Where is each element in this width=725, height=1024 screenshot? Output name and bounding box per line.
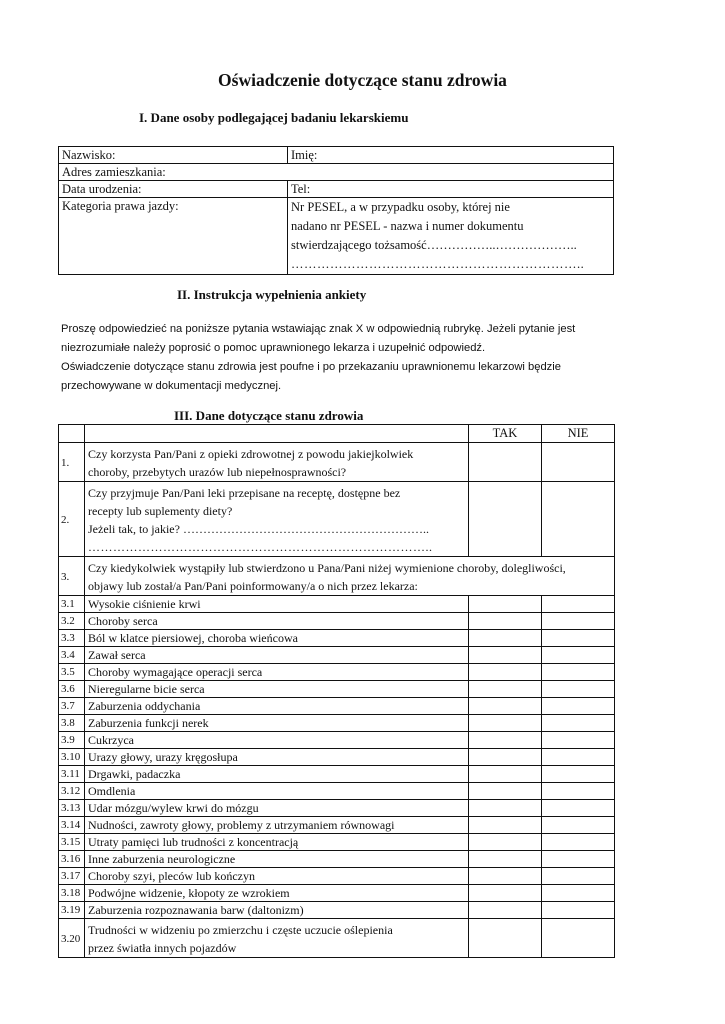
item-label (85, 919, 469, 958)
col-tak-header: TAK (469, 425, 542, 443)
nie-checkbox[interactable] (542, 482, 615, 557)
item-label: Choroby szyi, pleców lub kończyn (85, 868, 469, 885)
question-line: Czy korzysta Pan/Pani z opieki zdrowotnej z powodu jakiejkolwiek (88, 447, 414, 461)
nie-checkbox[interactable] (542, 630, 615, 647)
tak-checkbox[interactable] (469, 698, 542, 715)
tak-checkbox[interactable] (469, 749, 542, 766)
nie-checkbox[interactable] (542, 749, 615, 766)
item-label: Inne zaburzenia neurologiczne (85, 851, 469, 868)
header-question (85, 425, 469, 443)
question-line: Jeżeli tak, to jakie? …………………………………………………….. (88, 522, 429, 536)
tak-checkbox[interactable] (469, 630, 542, 647)
question-text (85, 557, 615, 596)
instructions (61, 320, 621, 396)
item-number: 3.14 (59, 817, 85, 834)
item-number: 3.6 (59, 681, 85, 698)
address-field[interactable]: Adres zamieszkania: (59, 164, 614, 181)
header-blank (59, 425, 85, 443)
birth-date-field[interactable]: Data urodzenia: (59, 181, 288, 198)
nie-checkbox[interactable] (542, 443, 615, 482)
item-label: Wysokie ciśnienie krwi (85, 596, 469, 613)
question-line: objawy lub został/a Pan/Pani poinformowany/a o nich przez lekarza: (88, 579, 418, 593)
item-number: 3.19 (59, 902, 85, 919)
question-line: choroby, przebytych urazów lub niepełnosprawności? (88, 465, 347, 479)
item-number: 3.11 (59, 766, 85, 783)
surname-field[interactable]: Nazwisko: (59, 147, 288, 164)
personal-data-table (58, 146, 614, 275)
section3-heading: III. Dane dotyczące stanu zdrowia (174, 408, 364, 423)
item-label: Zaburzenia rozpoznawania barw (daltonizm) (85, 902, 469, 919)
nie-checkbox[interactable] (542, 834, 615, 851)
nie-checkbox[interactable] (542, 732, 615, 749)
question-line: ……………………………………………………………………….. (88, 540, 433, 554)
nie-checkbox[interactable] (542, 681, 615, 698)
nie-checkbox[interactable] (542, 851, 615, 868)
item-number: 3.13 (59, 800, 85, 817)
tak-checkbox[interactable] (469, 885, 542, 902)
item-label: Utraty pamięci lub trudności z koncentracją (85, 834, 469, 851)
item-label: Zaburzenia funkcji nerek (85, 715, 469, 732)
health-questions-table (58, 424, 615, 958)
item-label: Cukrzyca (85, 732, 469, 749)
item-number: 3.2 (59, 613, 85, 630)
item-number: 3.16 (59, 851, 85, 868)
item-number: 3.12 (59, 783, 85, 800)
nie-checkbox[interactable] (542, 664, 615, 681)
item-label: Nieregularne bicie serca (85, 681, 469, 698)
item-label: Choroby serca (85, 613, 469, 630)
first-name-field[interactable]: Imię: (288, 147, 614, 164)
pesel-line: stwierdzającego tożsamość……………..……………….. (291, 238, 577, 252)
question-number: 2. (59, 482, 85, 557)
instruction-line: Oświadczenie dotyczące stanu zdrowia jest poufne i po przekazaniu uprawnionemu lekarzowi będzie (61, 361, 561, 373)
item-number: 3.18 (59, 885, 85, 902)
question-text (85, 443, 469, 482)
item-number: 3.8 (59, 715, 85, 732)
instruction-line: Proszę odpowiedzieć na poniższe pytania wstawiając znak X w odpowiednią rubrykę. Jeżeli pytanie jest (61, 323, 576, 335)
pesel-line: nadano nr PESEL - nazwa i numer dokumentu (291, 219, 524, 233)
nie-checkbox[interactable] (542, 647, 615, 664)
document-title: Oświadczenie dotyczące stanu zdrowia (218, 70, 507, 90)
item-number: 3.4 (59, 647, 85, 664)
nie-checkbox[interactable] (542, 715, 615, 732)
tak-checkbox[interactable] (469, 766, 542, 783)
item-number: 3.3 (59, 630, 85, 647)
tak-checkbox[interactable] (469, 613, 542, 630)
item-number: 3.1 (59, 596, 85, 613)
tak-checkbox[interactable] (469, 482, 542, 557)
item-number: 3.7 (59, 698, 85, 715)
nie-checkbox[interactable] (542, 817, 615, 834)
item-number: 3.20 (59, 919, 85, 958)
item-label: Ból w klatce piersiowej, choroba wieńcowa (85, 630, 469, 647)
nie-checkbox[interactable] (542, 885, 615, 902)
tak-checkbox[interactable] (469, 647, 542, 664)
nie-checkbox[interactable] (542, 783, 615, 800)
tak-checkbox[interactable] (469, 868, 542, 885)
item-label: Nudności, zawroty głowy, problemy z utrzymaniem równowagi (85, 817, 469, 834)
question-number: 1. (59, 443, 85, 482)
question-text (85, 482, 469, 557)
item-label: Urazy głowy, urazy kręgosłupa (85, 749, 469, 766)
question-number: 3. (59, 557, 85, 596)
tak-checkbox[interactable] (469, 715, 542, 732)
phone-field[interactable]: Tel: (288, 181, 614, 198)
tak-checkbox[interactable] (469, 732, 542, 749)
tak-checkbox[interactable] (469, 902, 542, 919)
pesel-field[interactable] (288, 198, 614, 275)
item-number: 3.10 (59, 749, 85, 766)
nie-checkbox[interactable] (542, 766, 615, 783)
tak-checkbox[interactable] (469, 851, 542, 868)
item-label: Zaburzenia oddychania (85, 698, 469, 715)
tak-checkbox[interactable] (469, 834, 542, 851)
item-label: Drgawki, padaczka (85, 766, 469, 783)
instruction-line: przechowywane w dokumentacji medycznej. (61, 380, 282, 392)
item-label: Podwójne widzenie, kłopoty ze wzrokiem (85, 885, 469, 902)
nie-checkbox[interactable] (542, 919, 615, 958)
question-line: Trudności w widzeniu po zmierzchu i częste uczucie oślepienia (88, 923, 393, 937)
section2-heading: II. Instrukcja wypełnienia ankiety (177, 287, 367, 302)
pesel-line: Nr PESEL, a w przypadku osoby, której nie (291, 200, 510, 214)
item-label: Choroby wymagające operacji serca (85, 664, 469, 681)
item-number: 3.15 (59, 834, 85, 851)
nie-checkbox[interactable] (542, 698, 615, 715)
question-line: recepty lub suplementy diety? (88, 504, 233, 518)
pesel-line: ………………………………………………………….. (291, 257, 585, 271)
tak-checkbox[interactable] (469, 664, 542, 681)
nie-checkbox[interactable] (542, 800, 615, 817)
question-line: Czy przyjmuje Pan/Pani leki przepisane na receptę, dostępne bez (88, 486, 401, 500)
license-category-field[interactable]: Kategoria prawa jazdy: (59, 198, 288, 275)
tak-checkbox[interactable] (469, 783, 542, 800)
item-label: Omdlenia (85, 783, 469, 800)
tak-checkbox[interactable] (469, 681, 542, 698)
tak-checkbox[interactable] (469, 800, 542, 817)
question-line: Czy kiedykolwiek wystąpiły lub stwierdzono u Pana/Pani niżej wymienione choroby, dolegliwości, (88, 561, 566, 575)
item-number: 3.17 (59, 868, 85, 885)
item-number: 3.5 (59, 664, 85, 681)
nie-checkbox[interactable] (542, 902, 615, 919)
section1-heading: I. Dane osoby podlegającej badaniu lekarskiemu (139, 110, 409, 125)
nie-checkbox[interactable] (542, 868, 615, 885)
item-number: 3.9 (59, 732, 85, 749)
item-label: Zawał serca (85, 647, 469, 664)
question-line: przez światła innych pojazdów (88, 941, 237, 955)
tak-checkbox[interactable] (469, 596, 542, 613)
nie-checkbox[interactable] (542, 596, 615, 613)
instruction-line: niezrozumiałe należy poprosić o pomoc uprawnionego lekarza i uzupełnić odpowiedź. (61, 342, 486, 354)
item-label: Udar mózgu/wylew krwi do mózgu (85, 800, 469, 817)
tak-checkbox[interactable] (469, 919, 542, 958)
tak-checkbox[interactable] (469, 443, 542, 482)
nie-checkbox[interactable] (542, 613, 615, 630)
col-nie-header: NIE (542, 425, 615, 443)
tak-checkbox[interactable] (469, 817, 542, 834)
